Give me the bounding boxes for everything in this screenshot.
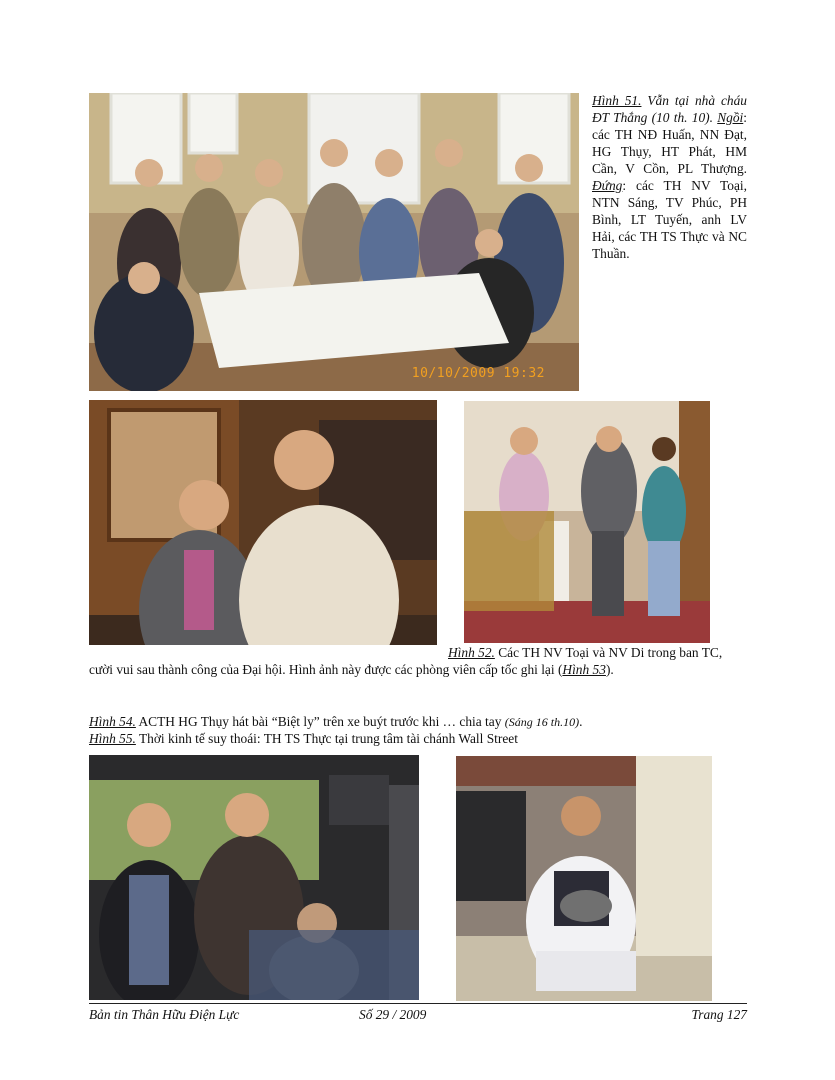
figure-54-note: (Sáng 16 th.10) (504, 715, 580, 729)
photo-51-group-dinner (89, 93, 579, 391)
caption-figure-51 (592, 92, 747, 262)
figure-54-end: . (579, 714, 583, 729)
figure-51-label: Hình 51. (592, 93, 642, 108)
footer-publication-name: Bản tin Thân Hữu Điện Lực (89, 1007, 240, 1022)
figure-55-text: Thời kinh tế suy thoái: TH TS Thực tại trung tâm tài chánh Wall Street (135, 731, 518, 746)
seated-label: Ngồi (717, 110, 744, 125)
figure-52-label: Hình 52. (448, 645, 495, 660)
photo-53-photographers (464, 401, 710, 643)
standing-label: Đứng (592, 178, 623, 193)
footer-page-number: Trang 127 (691, 1007, 747, 1022)
standing-names: : các TH NV Toại, NTN Sáng, TV Phúc, PH Bình, LT Tuyến, anh LV Hải, các TH TS Thực và NC Thuần. (592, 178, 747, 261)
caption-figure-55 (89, 730, 747, 747)
page-footer (89, 1003, 747, 1022)
figure-55-label: Hình 55. (89, 731, 136, 746)
figure-54-text: ACTH HG Thụy hát bài “Biệt ly” trên xe buýt trước khi … chia tay (135, 714, 505, 729)
photo-timestamp: 10/10/2009 19:32 (411, 366, 545, 381)
caption-figure-54 (89, 713, 747, 731)
seated-names: : các TH NĐ Huấn, NN Đạt, HG Thụy, HT Phát, HM Cần, V Cồn, PL Thượng. (592, 110, 747, 176)
photo-55-wall-street (456, 756, 712, 1001)
figure-52-end: ). (605, 662, 614, 677)
caption-figure-52 (89, 644, 747, 678)
figure-51-title: Vẫn tại nhà cháu ĐT Thắng (10 th. 10). (592, 93, 747, 125)
footer-issue-number: Số 29 / 2009 (359, 1007, 427, 1022)
figure-53-reference: Hình 53 (562, 662, 606, 677)
figure-52-text: Các TH NV Toại và NV Di trong ban TC, cười vui sau thành công của Đại hội. Hình ảnh này được các phòng viên cấp tốc ghi lại ( (89, 645, 723, 677)
photo-54-bus-singing (89, 755, 419, 1000)
figure-54-label: Hình 54. (89, 714, 136, 729)
photo-52-two-men-smiling (89, 400, 437, 645)
